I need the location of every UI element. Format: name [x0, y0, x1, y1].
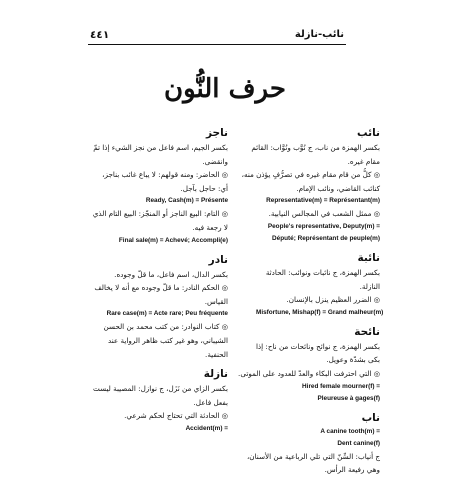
definition-line: القياس.: [204, 296, 228, 306]
translation-line: Député; Représentant de peuple(m): [272, 234, 380, 242]
translation-line: People's representative, Deputy(m) =: [267, 222, 380, 230]
translation-line: A canine tooth(m) =: [320, 427, 380, 435]
definition-line: ◎ ممثل الشعب في المجالس النيابية.: [268, 209, 380, 219]
left-column: [92, 126, 228, 435]
definition-line: بكسر الدال، اسم فاعل، ما قلّ وجوده.: [114, 269, 228, 279]
definition-line: ◎ كتاب النوادر: من كتب محمد بن الحسن: [103, 322, 228, 332]
translation-line: Ready, Cash(m) = Présente: [145, 197, 228, 205]
definition-line: ◎ التي احترفت البكاء والعدّ للعدود على الموتى.: [238, 368, 380, 378]
translation-line: Rare case(m) = Acte rare; Peu fréquente: [106, 310, 228, 318]
definition-line: وهي رفيعة الرأس.: [324, 465, 380, 475]
definition-line: بكسر الجيم، اسم فاعل من نجز الشيء إذا تمّ: [93, 143, 228, 152]
right-column: [238, 126, 384, 477]
headword: نائبة: [357, 251, 380, 264]
definition-line: ◎ التام: البيع الناجز أو المنجّز: البيع التام الذي: [92, 209, 228, 219]
headword: نائحة: [354, 325, 380, 338]
definition-line: ◎ الحكم النادر: ما قلّ وجوده مع أنه لا يخالف: [94, 283, 228, 293]
translation-line: Accident(m) =: [185, 424, 228, 432]
running-title: نائب-نازلة: [294, 29, 344, 40]
headword: نازلة: [203, 368, 228, 381]
definition-line: أي: حاجل بآجل.: [180, 183, 228, 193]
translation-line: Representative(m) = Représentant(m): [266, 197, 380, 205]
translation-line: Pleureuse à gages(f): [317, 394, 380, 402]
definition-line: لا رجعة فيه.: [192, 222, 228, 232]
definition-line: ج أنياب: السِّنّ التي تلي الرباعية من الأسنان،: [246, 451, 380, 461]
definition-line: بكسر الهمزة، ج نوائح ونائحات من ناح: إذا: [255, 341, 380, 351]
headword: نائب: [357, 127, 380, 139]
headword: ناجز: [206, 127, 228, 139]
definition-line: بكى بشدّة وعويل.: [326, 355, 380, 365]
page-number: ٤٤١: [90, 29, 110, 41]
translation-line: Final sale(m) = Achevé; Accompli(e): [118, 236, 228, 244]
definition-line: الشيباني، وهو غير كتب ظاهر الرواية عند: [107, 335, 228, 345]
definition-line: ◎ الحاضر: ومنه قولهم: لا يباع غائب بناجز،: [102, 170, 228, 180]
translation-line: Misfortune, Mishap(f) = Grand malheur(m): [256, 308, 384, 316]
definition-line: ◎ الحادثة التي تحتاج لحكم شرعي.: [124, 411, 228, 421]
definition-line: الحنفية.: [205, 349, 228, 359]
translation-line: Hired female mourner(f) =: [302, 382, 380, 390]
definition-line: ◎ الضرر العظيم ينزل بالإنسان.: [286, 295, 380, 305]
headword: ناب: [361, 411, 380, 424]
definition-line: بكسر الهمزة من ناب، ج نُوَّب ونُوَّاب: القائم: [251, 143, 380, 152]
running-header: [88, 28, 346, 45]
translation-line: Dent canine(f): [337, 439, 380, 447]
definition-line: بفعل فاعل.: [193, 397, 228, 407]
definition-line: كنائب القاضي، ونائب الإمام.: [296, 183, 380, 193]
headword: نادر: [208, 253, 228, 266]
definition-line: ◎ كلُّ من قام مقام غيره في تصرُّفٍ يؤذن منه،: [241, 170, 380, 180]
definition-line: النازلة.: [359, 281, 380, 291]
definition-line: مقام غيره.: [347, 156, 380, 166]
definition-line: بكسر الزاي من نَزَل، ج نوازل: المصيبة ليست: [92, 384, 228, 394]
definition-line: وانقضى.: [202, 156, 228, 166]
section-title: حرف النُّون: [164, 74, 286, 104]
definition-line: بكسر الهمزة، ج نائبات ونوائب: الحادثة: [265, 267, 380, 277]
